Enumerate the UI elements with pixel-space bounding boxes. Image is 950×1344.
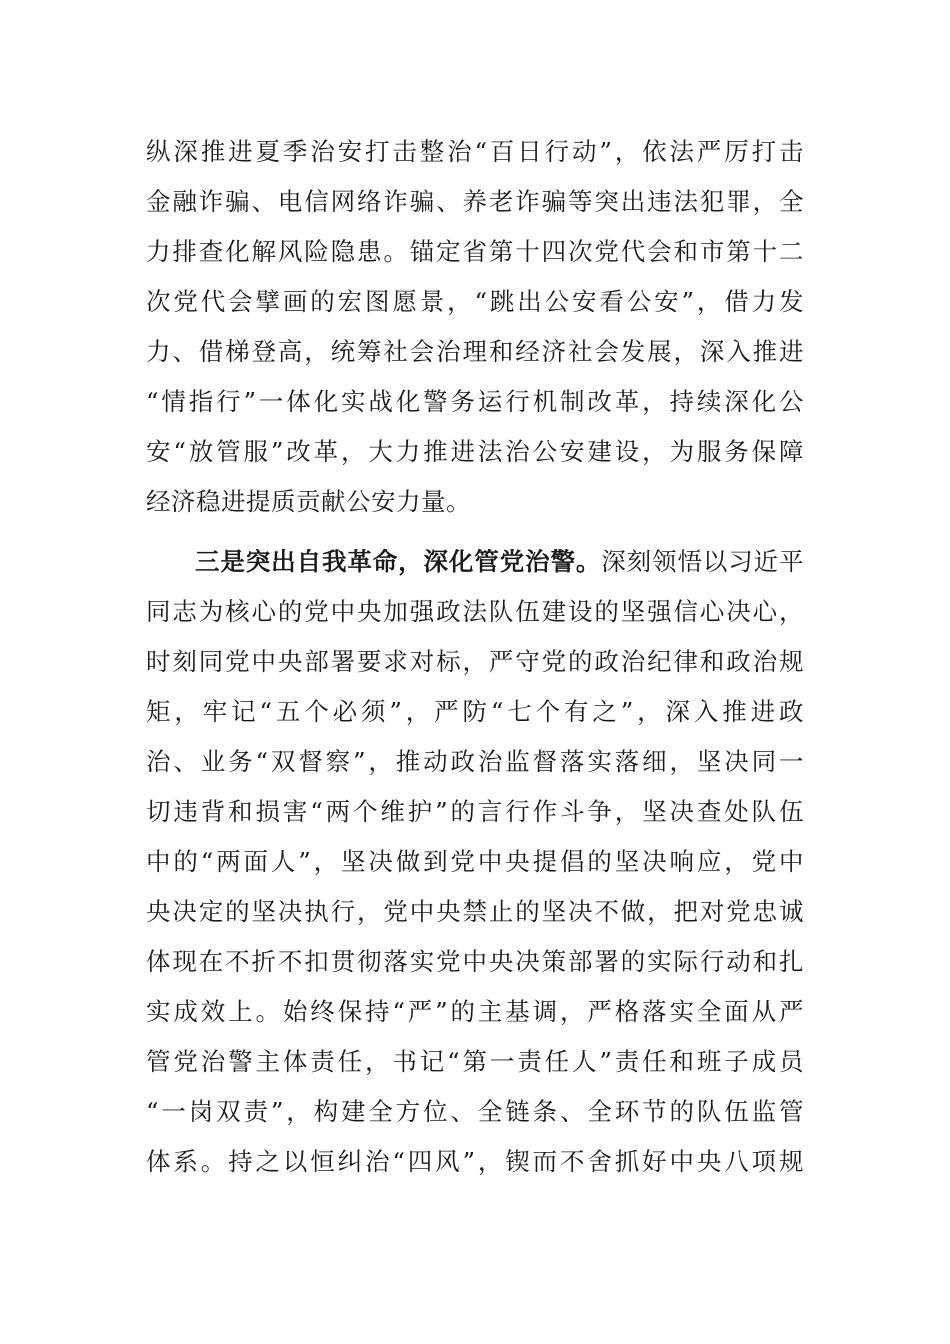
paragraph-self-revolution (146, 537, 804, 1187)
text-line: 中的“两面人”，坚决做到党中央提倡的坚决响应，党中 (146, 847, 804, 876)
text-line: 安“放管服”改革，大力推进法治公安建设，为服务保障 (146, 437, 804, 466)
text-line: 矩，牢记“五个必须”，严防“七个有之”，深入推进政 (146, 697, 804, 726)
text-line: 次党代会擘画的宏图愿景，“跳出公安看公安”，借力发 (146, 287, 804, 316)
text-line: 力、借梯登高，统筹社会治理和经济社会发展，深入推进 (146, 337, 804, 366)
text-line: 同志为核心的党中央加强政法队伍建设的坚强信心决心， (146, 597, 804, 626)
text-line: 体系。持之以恒纠治“四风”，锲而不舍抓好中央八项规 (146, 1147, 804, 1176)
paragraph-public-security (146, 127, 804, 527)
text-line: “一岗双责”，构建全方位、全链条、全环节的队伍监管 (146, 1097, 804, 1126)
text-line: 力排查化解风险隐患。锚定省第十四次党代会和市第十二 (146, 237, 804, 266)
text-line: 管党治警主体责任，书记“第一责任人”责任和班子成员 (146, 1047, 804, 1076)
paragraph-heading: 三是突出自我革命，深化管党治警。 (195, 547, 602, 576)
text-line: 经济稳进提质贡献公安力量。 (146, 487, 471, 516)
paragraph-first-line (146, 537, 804, 587)
text-line: 治、业务“双督察”，推动政治监督落实落细，坚决同一 (146, 747, 804, 776)
text-line: “情指行”一体化实战化警务运行机制改革，持续深化公 (146, 387, 804, 416)
text-line: 时刻同党中央部署要求对标，严守党的政治纪律和政治规 (146, 647, 804, 676)
text-line: 体现在不折不扣贯彻落实党中央决策部署的实际行动和扎 (146, 947, 804, 976)
text-line: 金融诈骗、电信网络诈骗、养老诈骗等突出违法犯罪，全 (146, 187, 804, 216)
text-line: 纵深推进夏季治安打击整治“百日行动”，依法严厉打击 (146, 137, 804, 166)
paragraph-first-line-rest: 深刻领悟以习近平 (601, 547, 804, 576)
text-line: 切违背和损害“两个维护”的言行作斗争，坚决查处队伍 (146, 797, 804, 826)
text-line: 央决定的坚决执行，党中央禁止的坚决不做，把对党忠诚 (146, 897, 804, 926)
text-line: 实成效上。始终保持“严”的主基调，严格落实全面从严 (146, 997, 804, 1026)
